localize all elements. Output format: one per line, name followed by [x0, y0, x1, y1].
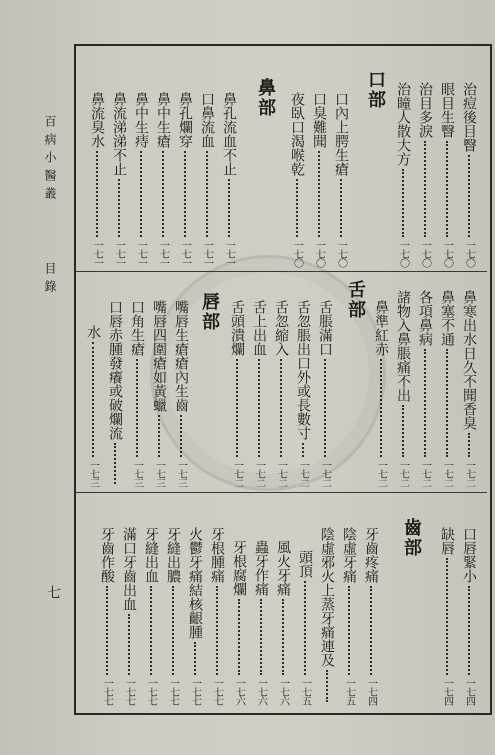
- toc-entry: 舌脹滿口 一七二: [317, 300, 333, 487]
- toc-entry: 治瞳人散大方 一七〇: [395, 82, 411, 267]
- toc-entry: 鼻寒出水日久不聞香臭 一七二: [461, 290, 477, 487]
- toc-entry: 舌忽脹出口外或長數寸 一七二: [295, 300, 311, 487]
- toc-entry: 口內上腭生瘡 一七〇: [333, 92, 349, 267]
- toc-entry: 鼻準紅赤 一七二: [373, 300, 389, 487]
- toc-entry: 鼻塞不通 一七二: [439, 290, 455, 487]
- book-title: 百病小醫叢: [43, 115, 57, 205]
- toc-entry: 陰虛邪火上蒸牙痛連及: [318, 527, 335, 705]
- toc-entry: 滿口牙齒出血 一七七: [121, 527, 137, 705]
- toc-entry: 治痘後目瞖 一七〇: [461, 82, 477, 267]
- page-number: 七: [45, 585, 61, 605]
- toc-entry: 嘴唇四圍瘡如黃蠟 一七三: [151, 300, 167, 487]
- toc-entry: 牙齒疼痛 一七四: [363, 527, 379, 705]
- toc-entry: 風火牙痛 一七六: [275, 540, 291, 705]
- toc-entry: 口鼻流血 一七一: [199, 92, 215, 267]
- toc-entry: 鼻中生痔 一七一: [133, 92, 149, 267]
- toc-entry: 牙根腫痛 一七七: [209, 527, 225, 705]
- toc-entry: 水 一七三: [85, 325, 101, 487]
- toc-entry: 眼目生瞖 一七〇: [439, 82, 455, 267]
- section-header-lip: 唇部: [199, 292, 220, 332]
- toc-entry: 牙根腐爛 一七六: [231, 540, 247, 705]
- toc-entry: 夜臥口渴喉乾 一七〇: [289, 92, 305, 267]
- toc-entry: 火鬱牙痛結核齦腫 一七七: [187, 527, 203, 705]
- toc-entry: 治目多淚 一七〇: [417, 82, 433, 267]
- toc-entry: 各項鼻病 一七二: [417, 290, 433, 487]
- toc-entry: 口臭難聞 一七〇: [311, 92, 327, 267]
- toc-entry: 鼻流臭水 一七一: [89, 92, 105, 267]
- toc-entry: 牙縫出膿 一七七: [165, 527, 181, 705]
- toc-entry: 鼻流涕涕不止 一七一: [111, 92, 127, 267]
- toc-entry: 鼻孔爛穿 一七一: [177, 92, 193, 267]
- section-header-nose: 鼻部: [255, 78, 276, 118]
- toc-entry: 諸物入鼻脹痛不出 一七二: [395, 290, 411, 487]
- band-divider-1: [76, 271, 487, 272]
- toc-entry: 蟲牙作痛 一七六: [253, 540, 269, 705]
- toc-entry: 口角生瘡 一七三: [129, 300, 145, 487]
- band-divider-2: [76, 492, 487, 493]
- toc-entry: 嘴唇生瘡瘡內生齒 一七三: [173, 300, 189, 487]
- section-header-tongue: 舌部: [345, 280, 366, 320]
- section-header-teeth: 齒部: [401, 518, 422, 558]
- toc-entry: 舌頭潰爛 一七二: [229, 300, 245, 487]
- toc-entry: 舌上出血 一七二: [251, 300, 267, 487]
- toc-entry: 牙齒作酸 一七七: [99, 527, 115, 705]
- toc-entry: 缺唇 一七四: [439, 527, 455, 705]
- section-label: 目錄: [43, 262, 57, 298]
- toc-entry: 鼻孔流血不止 一七一: [221, 92, 237, 267]
- toc-entry: 牙縫出血 一七七: [143, 527, 159, 705]
- toc-entry: 鼻中生瘡 一七一: [155, 92, 171, 267]
- toc-entry: 口唇緊小 一七四: [461, 527, 477, 705]
- section-header-mouth: 口部: [365, 70, 386, 110]
- toc-entry: 頭頂 一七五: [297, 550, 313, 705]
- toc-entry: 舌忽縮入 一七二: [273, 300, 289, 487]
- toc-entry: 陰虛牙痛 一七五: [341, 527, 357, 705]
- toc-entry: 口唇赤腫發癢或破爛流: [106, 300, 123, 487]
